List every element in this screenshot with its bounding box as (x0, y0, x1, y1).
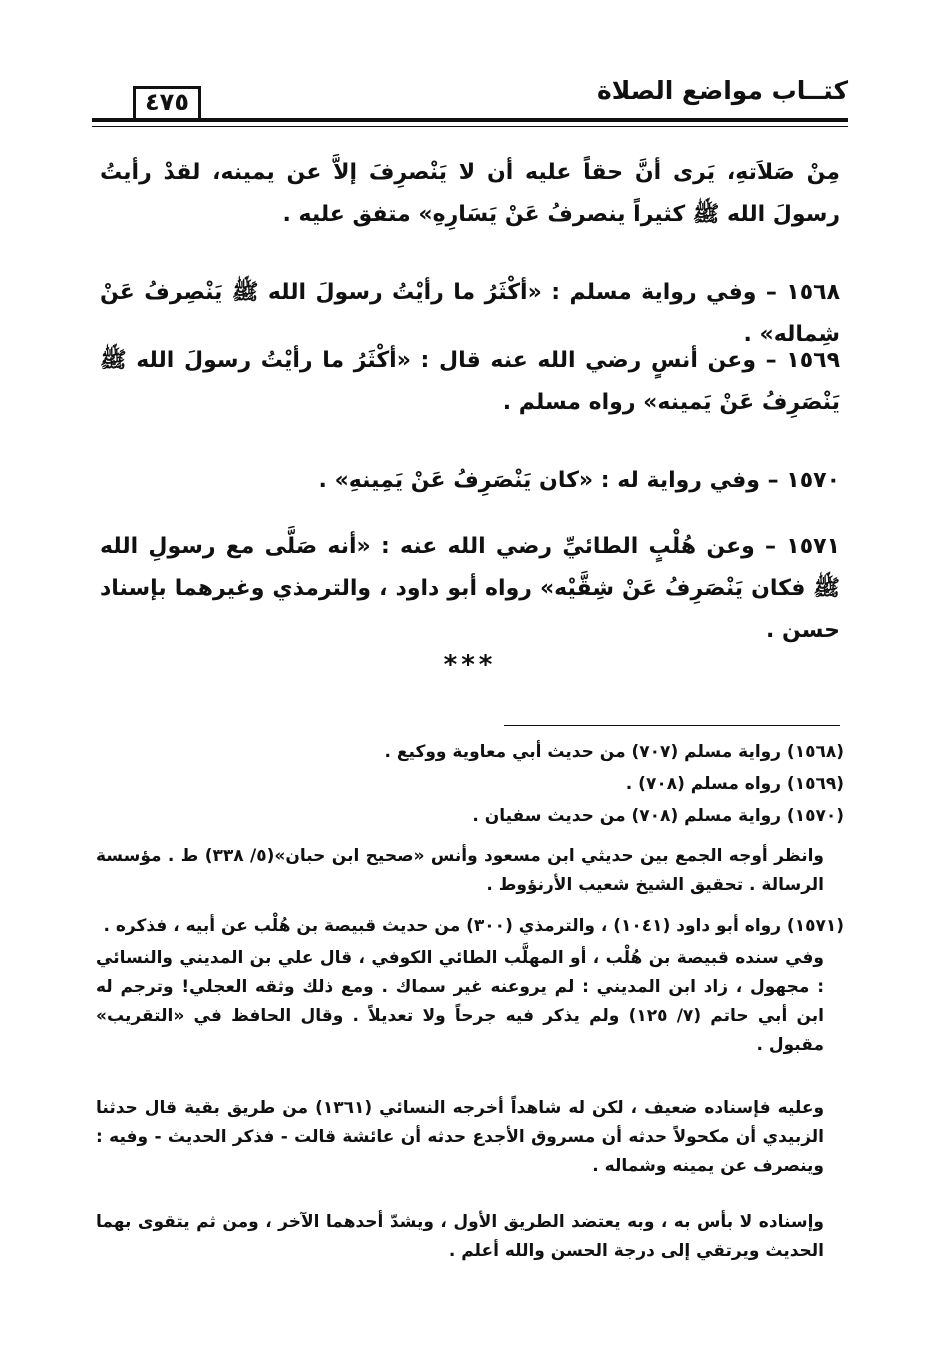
hadith-text: – وفي رواية مسلم : «أكْثَرُ ما رأيْتُ رسولَ الله ﷺ يَنْصِرفُ عَنْ شِماله» . (100, 280, 840, 347)
footnote-1569: (١٥٦٩) رواه مسلم (٧٠٨) . (625, 774, 844, 794)
hadith-number: ١٥٧١ (786, 534, 840, 559)
hadith-1570 (100, 460, 840, 502)
hadith-text: – وعن هُلْبٍ الطائيِّ رضي الله عنه : «أنه صَلَّى مع رسولِ الله ﷺ فكان يَنْصَرِفُ عَنْ شِقَّيْه» رواه أبو داود ، والترمذي وغيرهما بإسناد حسن . (100, 534, 840, 643)
hadith-continuation (100, 152, 840, 236)
footnote-1570: (١٥٧٠) رواية مسلم (٧٠٨) من حديث سفيان . (472, 806, 844, 826)
running-head-title: كتــاب مواضع الصلاة (596, 76, 848, 105)
footnote-rule (504, 725, 840, 726)
footnote-1571-conclusion: وإسناده لا بأس به ، وبه يعتضد الطريق الأول ، ويشدّ أحدهما الآخر ، ومن ثم يتقوى بهما الحديث ويرتقي إلى درجة الحسن والله أعلم . (96, 1212, 824, 1261)
hadith-number: ١٥٦٨ (786, 280, 840, 305)
hadith-1569 (100, 340, 840, 424)
page-number: ٤٧٥ (145, 88, 189, 116)
header-rule-thick (92, 118, 848, 122)
footnote-1568: (١٥٦٨) رواية مسلم (٧٠٧) من حديث أبي معاوية ووكيع . (384, 742, 844, 762)
header-rule-thin (92, 126, 848, 127)
footnote-1571: (١٥٧١) رواه أبو داود (١٠٤١) ، والترمذي (٣٠٠) من حديث قبيصة بن هُلْب عن أبيه ، فذكره . (103, 916, 844, 936)
footnote-1570-note: وانظر أوجه الجمع بين حديثي ابن مسعود وأنس «صحيح ابن حبان»(٥/ ٣٣٨) ط . مؤسسة الرسالة . تحقيق الشيخ شعيب الأرنؤوط . (96, 846, 824, 895)
hadith-text: – وفي رواية له : «كان يَنْصَرِفُ عَنْ يَمِينهِ» . (318, 468, 787, 493)
section-separator: *** (443, 650, 497, 680)
hadith-1571 (100, 526, 840, 652)
hadith-text: مِنْ صَلاَتهِ، يَرى أنَّ حقاً عليه أن لا يَنْصرِفَ إلاَّ عن يمينه، لقدْ رأيتُ رسولَ الله ﷺ كثيراً ينصرفُ عَنْ يَسَارِهِ» متفق عليه . (100, 160, 840, 227)
hadith-number: ١٥٧٠ (786, 468, 840, 493)
footnote-1571-witness: وعليه فإسناده ضعيف ، لكن له شاهداً أخرجه النسائي (١٣٦١) من طريق بقية قال حدثنا الزبيدي أن مكحولاً حدثه أن مسروق الأجدع حدثه أن عائشة قالت - فذكر الحديث - وفيه : وينصرف عن يمينه وشماله . (96, 1098, 825, 1176)
hadith-text: – وعن أنسٍ رضي الله عنه قال : «أكْثَرُ ما رأيْتُ رسولَ الله ﷺ يَنْصَرِفُ عَنْ يَمينه» رواه مسلم . (100, 348, 840, 415)
footnote-1571-narrator: وفي سنده قبيصة بن هُلْب ، أو المهلَّب الطائي الكوفي ، قال علي بن المديني والنسائي : مجهول ، زاد ابن المديني : لم يروعنه غير سماك . ومع ذلك وثقه العجلي! وترجم له ابن أبي حاتم (٧/ ١٢٥) ولم يذكر فيه جرحاً ولا تعديلاً . وقال الحافظ في «التقريب» مقبول . (96, 948, 824, 1055)
hadith-number: ١٥٦٩ (786, 348, 840, 373)
